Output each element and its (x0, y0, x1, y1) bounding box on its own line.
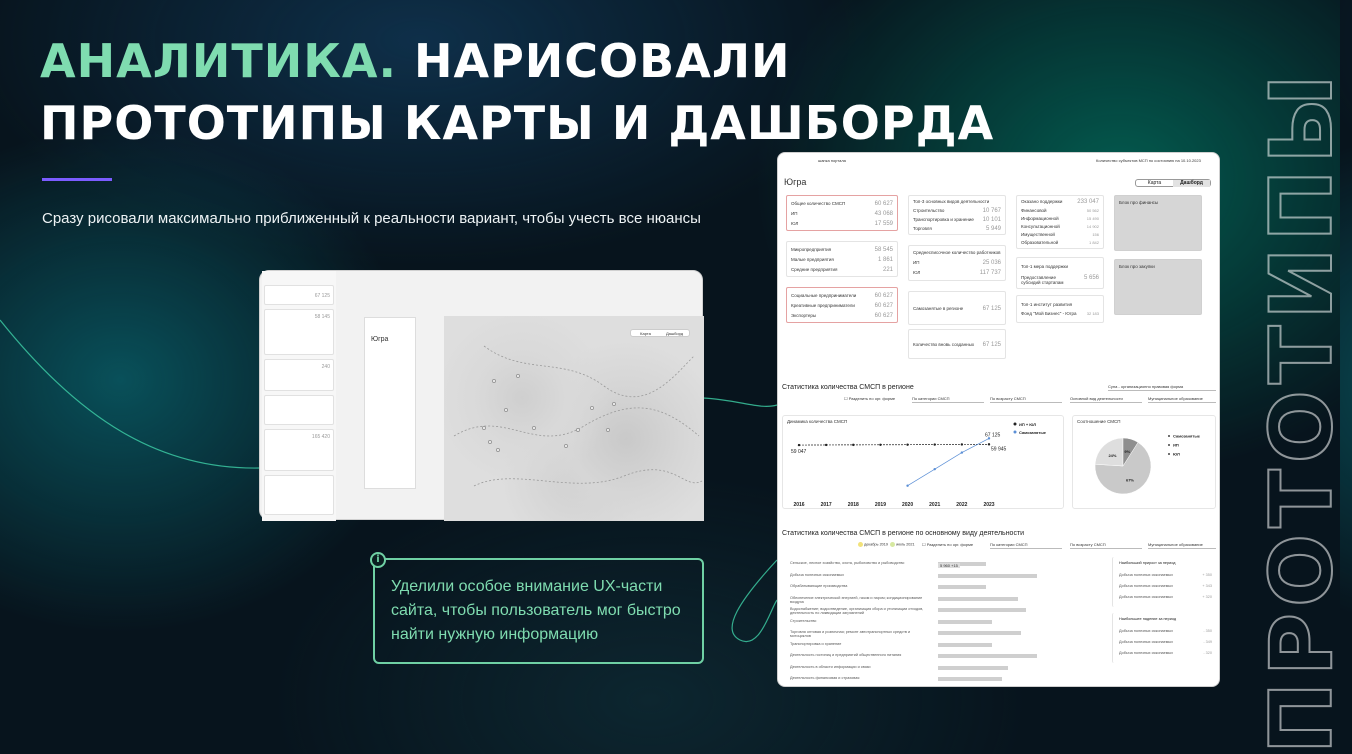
row-label: ИП (913, 260, 920, 265)
x-tick-label: 2018 (847, 502, 859, 508)
row-value: 1 861 (877, 257, 893, 263)
row-value: 10 767 (982, 208, 1001, 214)
data-point (798, 444, 800, 446)
map-pin-icon[interactable] (504, 408, 508, 412)
activity-label: Деятельность в области информации и связи (790, 664, 871, 669)
decline-item: Добыча полезных ископаемых (1119, 651, 1173, 655)
chart-title: Соотношение СМСП (1077, 419, 1121, 424)
sidebar-value: 58 145 (314, 314, 330, 320)
legend-label: декабрь 2019 (864, 542, 889, 547)
growth-item: Добыча полезных ископаемых (1119, 573, 1173, 577)
data-point (934, 468, 936, 470)
toggle-dashboard[interactable]: Дашборд (1173, 180, 1210, 187)
x-tick-label: 2019 (874, 502, 886, 508)
map-sidebar (262, 271, 336, 521)
x-tick-label: 2016 (793, 502, 805, 508)
legend-marker (1168, 444, 1170, 446)
title-accent: АНАЛИТИКА. (40, 34, 397, 88)
subtitle: Сразу рисовали максимально приближенный к реальности вариант, чтобы учесть все нюансы (42, 210, 701, 227)
legend-period-2 (890, 542, 915, 547)
map-view-toggle[interactable] (630, 329, 690, 337)
growth-list (1112, 557, 1216, 607)
legend-marker (1168, 435, 1170, 437)
row-value: 156 (1092, 232, 1099, 237)
activity-bar (938, 574, 1037, 578)
row-value: 25 036 (982, 260, 1001, 266)
data-label: 67 125 (985, 432, 1001, 439)
toggle-dashboard[interactable]: Дашборд (665, 331, 684, 336)
chart-title: Динамика количества СМСП (787, 419, 848, 424)
row-value: 60 627 (874, 313, 893, 319)
activity-bar (938, 654, 1037, 658)
row-label: Малые предприятия (791, 257, 834, 262)
row-value: 14 902 (1086, 224, 1099, 229)
activity-bar (938, 620, 992, 624)
row-value: 60 627 (874, 303, 893, 309)
row-value: 43 068 (874, 211, 893, 217)
filter-category-2[interactable]: По категории СМСП (990, 542, 1062, 549)
growth-item: Добыча полезных ископаемых (1119, 584, 1173, 588)
growth-item: Добыча полезных ископаемых (1119, 595, 1173, 599)
activity-label: Водоснабжение; водоотведение, организация сбора и утилизации отходов, деятельность по ликвидации загрязнений (790, 607, 924, 615)
split-checkbox[interactable]: ☐ Разделить по орг. форме (844, 396, 896, 401)
series-line (908, 438, 989, 485)
first-bar-value: 5 960 +15 (940, 563, 958, 568)
row-label: Имущественной (1021, 232, 1055, 237)
card-label: Топ-3 основных видов деятельности (913, 199, 990, 204)
block-label: Блок про закупки (1119, 264, 1155, 269)
legend-label: ИП (1173, 442, 1179, 448)
slice-label: 9% (1124, 449, 1131, 455)
activity-bar (938, 643, 992, 647)
card-label: Количество вновь созданных (913, 342, 975, 347)
card-label: Оказано поддержки (1021, 199, 1063, 204)
card-label: Общее количество СМСП (791, 201, 846, 206)
filter-municipality[interactable]: Муниципальное образование (1148, 396, 1216, 403)
row-value: 58 545 (874, 247, 893, 253)
map-pin-icon[interactable] (496, 448, 500, 452)
legend-marker (1168, 453, 1170, 455)
split-checkbox-2[interactable]: ☐ Разделить по орг. форме (922, 542, 974, 547)
map-pin-icon[interactable] (590, 406, 594, 410)
map-info-panel (364, 317, 416, 489)
stats2-title: Статистика количества СМСП в регионе по основному виду деятельности (782, 530, 1025, 537)
map-pin-icon[interactable] (492, 379, 496, 383)
data-label: 59 047 (791, 449, 807, 456)
decline-list (1112, 613, 1216, 663)
decline-item: Добыча полезных ископаемых (1119, 640, 1173, 644)
card-workers (908, 245, 1006, 281)
legend-label: Самозанятые (1173, 433, 1200, 439)
activity-label: Строительство (790, 618, 817, 623)
region-title: Югра (784, 177, 807, 187)
dashboard-prototype-screenshot (777, 152, 1220, 687)
card-label: Самозанятые в регионе (913, 306, 964, 311)
info-icon: i (370, 552, 386, 568)
row-label: Социальные предприниматели (791, 293, 857, 298)
activity-bar-list (778, 557, 1108, 688)
sidebar-value: 67 125 (314, 293, 330, 299)
row-label: Строительство (913, 208, 945, 213)
filter-category[interactable]: По категории СМСП (912, 396, 984, 403)
row-value: 17 559 (874, 221, 893, 227)
map-pin-icon[interactable] (516, 374, 520, 378)
row-value: 5 656 (1083, 275, 1099, 281)
header-date: Количество субъектов МСП по состоянию на 10.10.2023 (1096, 158, 1201, 163)
legend-label: ЮЛ (1173, 451, 1180, 457)
x-tick-label: 2022 (956, 502, 968, 508)
line-chart-card (782, 415, 1064, 509)
data-label: 59 945 (991, 446, 1007, 453)
row-label: Транспортировка и хранение (913, 217, 974, 222)
decline-title: Наибольшее падение за период (1119, 617, 1177, 621)
page-title (40, 30, 1020, 154)
activity-label: Добыча полезных ископаемых (790, 572, 844, 577)
title-divider (42, 178, 112, 181)
pie-chart (1073, 416, 1217, 510)
row-label: Информационной (1021, 216, 1059, 221)
toggle-map[interactable]: Карта (1147, 180, 1162, 186)
row-value: 117 737 (979, 270, 1001, 276)
block-label: Блок про финансы (1119, 200, 1159, 205)
title-rest: НАРИСОВАЛИ ПРОТОТИПЫ КАРТЫ И ДАШБОРДА (40, 34, 995, 150)
callout-text: Уделили особое внимание UX-части сайта, чтобы пользователь мог быстро найти нужную информацию (391, 578, 681, 643)
legend-dot (858, 542, 863, 547)
map-pin-icon[interactable] (576, 428, 580, 432)
legend-period-1 (858, 542, 888, 547)
filter-municipality-2[interactable]: Муниципальное образование (1148, 542, 1216, 549)
row-value: 10 101 (982, 217, 1001, 223)
growth-title: Наибольший прирост за период (1119, 561, 1176, 565)
row-label: ЮЛ (913, 270, 921, 275)
row-value: 50 562 (1086, 208, 1099, 213)
line-chart (783, 416, 1065, 510)
card-size (786, 241, 898, 277)
row-value: 60 627 (874, 293, 893, 299)
sidebar-card (264, 285, 334, 305)
card-new (908, 329, 1006, 359)
sidebar-card (264, 359, 334, 391)
data-point (852, 444, 854, 446)
filter-age[interactable]: По возрасту СМСП (990, 396, 1062, 403)
card-label: Среднесписочное количество работников (913, 250, 1001, 255)
map-pin-icon[interactable] (612, 402, 616, 406)
row-value: 221 (882, 267, 893, 273)
view-toggle[interactable] (1135, 179, 1211, 187)
legend-dot (890, 542, 895, 547)
data-point (825, 444, 827, 446)
activity-bar (938, 585, 986, 589)
activity-label: Деятельность финансовая и страховая (790, 676, 860, 680)
x-tick-label: 2020 (902, 502, 914, 508)
growth-value: + 343 (1202, 584, 1212, 588)
row-label: Микропредприятия (791, 247, 832, 252)
decline-item: Добыча полезных ископаемых (1119, 629, 1173, 633)
row-label: Образовательной (1021, 240, 1059, 245)
filter-age-2[interactable]: По возрасту СМСП (1070, 542, 1142, 549)
growth-value: + 350 (1202, 573, 1212, 577)
decline-value: - 320 (1203, 651, 1212, 655)
row-label: Консультационной (1021, 224, 1060, 229)
card-value: 67 125 (982, 306, 1001, 312)
legend-label: ИП + ЮЛ (1019, 422, 1037, 427)
x-tick-label: 2023 (983, 502, 995, 508)
sidebar-card (264, 475, 334, 515)
block-finance (1114, 195, 1202, 251)
legend-marker (1014, 431, 1017, 434)
legend-label: Самозанятые (1019, 430, 1046, 435)
map-canvas[interactable] (444, 316, 704, 521)
activity-bar (938, 608, 1026, 612)
row-label: ИП (791, 211, 798, 216)
map-pin-icon[interactable] (488, 440, 492, 444)
card-totals (786, 195, 898, 231)
activity-bar (938, 597, 1018, 601)
decline-value: - 349 (1203, 640, 1212, 644)
activity-label: Деятельность гостиниц и предприятий общественного питания (790, 653, 902, 657)
card-selfemployed (908, 291, 1006, 325)
map-pin-icon[interactable] (606, 428, 610, 432)
series-line (799, 444, 989, 445)
legend-marker (1014, 423, 1017, 426)
card-top3 (908, 195, 1006, 235)
toggle-map[interactable]: Карта (640, 331, 651, 336)
checkbox-label: Разделить по орг. форме (926, 542, 974, 547)
decline-value: - 350 (1203, 629, 1212, 633)
map-panel-region: Югра (371, 336, 389, 343)
activity-label: Сельское, лесное хозяйство, охота, рыболовство и рыбоводство (790, 561, 905, 565)
row-label: ЮЛ (791, 221, 799, 226)
card-value: 67 125 (982, 342, 1001, 348)
sidebar-card (264, 429, 334, 471)
activity-label: Обеспечение электрической энергией, газом и паром; кондиционирование воздуха (790, 595, 923, 604)
data-point (961, 451, 963, 453)
donut-chart-card (1072, 415, 1216, 509)
activity-label: Обрабатывающие производства (790, 584, 848, 588)
card-top1-measure (1016, 257, 1104, 289)
card-top1-institute (1016, 295, 1104, 323)
growth-value: + 320 (1202, 595, 1212, 599)
activity-bar (938, 677, 1002, 681)
data-point (906, 485, 908, 487)
activity-bar (938, 666, 1008, 670)
data-point (934, 443, 936, 445)
block-purchases (1114, 259, 1202, 315)
card-value: 60 627 (874, 201, 893, 207)
map-pin-icon[interactable] (532, 426, 536, 430)
activity-bar (938, 631, 1021, 635)
row-label: Предоставление субсидий стартапам (1021, 275, 1064, 285)
card-label: Топ-1 институт развития (1021, 302, 1073, 307)
row-label: Торговля (913, 226, 932, 231)
data-point (879, 444, 881, 446)
activity-label: Транспортировка и хранение (790, 641, 842, 646)
x-tick-label: 2017 (820, 502, 832, 508)
vertical-outline-word: ПРОТОТИПЫ (1252, 68, 1352, 754)
header-logo[interactable]: шапка портала (818, 158, 846, 163)
row-value: 15 490 (1086, 216, 1099, 221)
row-label: Средние предприятия (791, 267, 838, 272)
row-value: 5 949 (985, 226, 1001, 232)
filter-activity[interactable]: Основной вид деятельности (1070, 396, 1142, 403)
activity-label: Торговля оптовая и розничная; ремонт автотранспортных средств и мотоциклов (790, 630, 911, 638)
sidebar-card (264, 309, 334, 355)
map-pin-icon[interactable] (564, 444, 568, 448)
card-label: Топ-1 мера поддержки (1021, 264, 1069, 269)
sidebar-card (264, 395, 334, 425)
sidebar-value: 240 (321, 364, 330, 370)
card-support (1016, 195, 1104, 249)
sidebar-value: 165 420 (311, 434, 330, 440)
data-point (906, 444, 908, 446)
checkbox-label: Разделить по орг. форме (848, 396, 896, 401)
row-label: Финансовой (1021, 208, 1047, 213)
map-boundaries (444, 316, 704, 521)
slice-label: 24% (1108, 452, 1117, 458)
map-pin-icon[interactable] (482, 426, 486, 430)
card-social (786, 287, 898, 323)
card-value: 233 047 (1077, 199, 1099, 205)
stats-title: Статистика количества СМСП в регионе (782, 384, 914, 391)
data-point (988, 443, 990, 445)
slice-label: 67% (1125, 477, 1134, 483)
row-label: Креативные предприниматели (791, 303, 855, 308)
row-value: 32 183 (1086, 311, 1099, 316)
stats-dropdown[interactable]: Суна - организационно правовая форма (1108, 384, 1216, 391)
row-label: Фонд "Мой Бизнес" - Югра (1021, 311, 1077, 316)
row-label: Экспортеры (791, 313, 817, 318)
row-value: 1 842 (1088, 240, 1099, 245)
x-tick-label: 2021 (929, 502, 941, 508)
legend-label: июль 2021 (896, 542, 915, 547)
data-point (961, 443, 963, 445)
map-prototype-screenshot (259, 270, 703, 520)
